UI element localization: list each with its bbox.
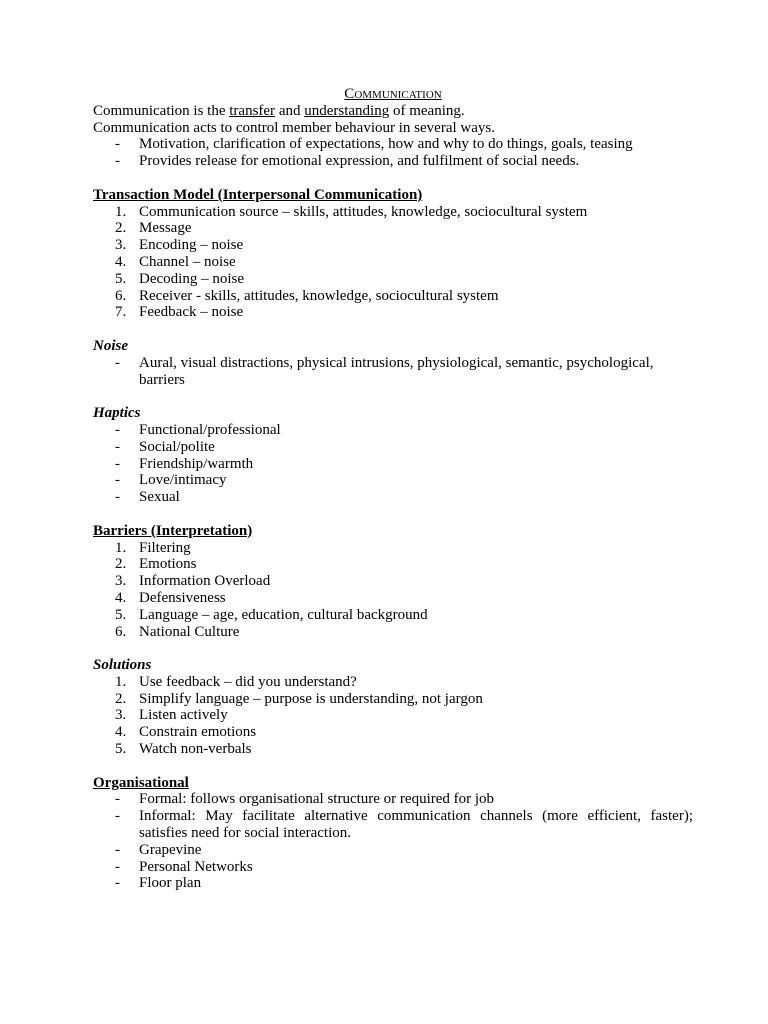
list-item	[93, 573, 693, 590]
list-number: 5.	[115, 741, 127, 758]
list-item	[93, 842, 693, 859]
list-item-text: Motivation, clarification of expectations, how and why to do things, goals, teasing	[139, 136, 633, 153]
list-item-text: Decoding – noise	[139, 270, 244, 287]
list-item-text: Personal Networks	[139, 858, 253, 875]
list-item-text: National Culture	[139, 623, 240, 640]
intro-line-1	[93, 103, 693, 120]
list-item-text: Receiver - skills, attitudes, knowledge, sociocultural system	[139, 287, 499, 304]
list-number: 1.	[115, 203, 127, 220]
list-item-text: Sexual	[139, 489, 180, 506]
bullet-dash: -	[115, 438, 120, 455]
list-item-text: Information Overload	[139, 573, 271, 590]
list-number: 4.	[115, 253, 127, 270]
list-item-text: Love/intimacy	[139, 472, 227, 489]
list-item	[93, 859, 693, 876]
intro-text: Communication is the	[93, 102, 230, 119]
list-item-text: Constrain emotions	[139, 724, 257, 741]
list-number: 2.	[115, 690, 127, 707]
list-item-text: Feedback – noise	[139, 304, 244, 321]
list-item-text: Floor plan	[139, 875, 202, 892]
title-initial: C	[344, 86, 355, 102]
bullet-dash: -	[115, 841, 120, 858]
list-item-text: Listen actively	[139, 707, 228, 724]
list-item	[93, 724, 693, 741]
list-item	[93, 456, 693, 473]
list-number: 5.	[115, 270, 127, 287]
list-item	[93, 254, 693, 271]
list-item-text: Watch non-verbals	[139, 741, 252, 758]
list-number: 3.	[115, 573, 127, 590]
list-item-text: Communication source – skills, attitudes, knowledge, sociocultural system	[139, 203, 588, 220]
list-item-text: Defensiveness	[139, 589, 226, 606]
intro-understanding: understanding	[304, 102, 390, 119]
list-number: 4.	[115, 589, 127, 606]
bullet-dash: -	[115, 489, 120, 506]
section-heading-transaction: Transaction Model (Interpersonal Communication)	[93, 186, 423, 203]
list-number: 6.	[115, 287, 127, 304]
list-item	[93, 624, 693, 641]
list-item-text: Informal: May facilitate alternative communication channels (more efficient, faster); satisfies need for social interaction.	[139, 808, 693, 842]
list-number: 2.	[115, 556, 127, 573]
list-item	[93, 136, 693, 153]
intro-text: and	[275, 102, 305, 119]
list-number: 1.	[115, 673, 127, 690]
list-item	[93, 422, 693, 439]
list-item	[93, 674, 693, 691]
list-item	[93, 489, 693, 506]
list-item-text: Message	[139, 220, 192, 237]
bullet-dash: -	[115, 858, 120, 875]
list-item	[93, 271, 693, 288]
list-item	[93, 237, 693, 254]
intro-line-2: Communication acts to control member behaviour in several ways.	[93, 119, 495, 136]
list-item-text: Functional/professional	[139, 421, 281, 438]
list-item-text: Grapevine	[139, 841, 202, 858]
list-item-text: Emotions	[139, 556, 197, 573]
list-item	[93, 288, 693, 305]
bullet-dash: -	[115, 421, 120, 438]
list-item	[93, 220, 693, 237]
list-item	[93, 355, 693, 389]
list-number: 2.	[115, 220, 127, 237]
list-item-text: Formal: follows organisational structure or required for job	[139, 791, 495, 808]
bullet-dash: -	[115, 455, 120, 472]
list-number: 1.	[115, 539, 127, 556]
bullet-dash: -	[115, 791, 120, 808]
bullet-dash: -	[115, 875, 120, 892]
list-item-text: Provides release for emotional expression, and fulfilment of social needs.	[139, 153, 580, 170]
list-item	[93, 439, 693, 456]
document-page	[93, 86, 693, 892]
intro-text: of meaning.	[389, 102, 465, 119]
list-number: 4.	[115, 724, 127, 741]
list-item-text: Language – age, education, cultural background	[139, 606, 428, 623]
list-item-text: Simplify language – purpose is understanding, not jargon	[139, 690, 483, 707]
section-heading-haptics: Haptics	[93, 405, 141, 422]
list-item	[93, 204, 693, 221]
list-item-text: Aural, visual distractions, physical intrusions, physiological, semantic, psychological, barriers	[139, 354, 654, 388]
bullet-dash: -	[115, 808, 120, 825]
list-number: 3.	[115, 237, 127, 254]
list-item	[93, 741, 693, 758]
list-item	[93, 540, 693, 557]
title-rest: OMMUNICATION	[354, 89, 442, 101]
section-heading-barriers: Barriers (Interpretation)	[93, 522, 253, 539]
list-item-text: Friendship/warmth	[139, 455, 254, 472]
section-heading-solutions: Solutions	[93, 657, 152, 674]
section-heading-noise: Noise	[93, 337, 128, 354]
list-item	[93, 875, 693, 892]
list-item	[93, 808, 693, 842]
intro-transfer: transfer	[229, 102, 276, 119]
list-number: 3.	[115, 707, 127, 724]
list-number: 7.	[115, 304, 127, 321]
list-item	[93, 153, 693, 170]
list-item	[93, 590, 693, 607]
list-item-text: Filtering	[139, 539, 191, 556]
list-number: 6.	[115, 623, 127, 640]
section-heading-organisational: Organisational	[93, 774, 189, 791]
list-item	[93, 472, 693, 489]
list-item	[93, 691, 693, 708]
bullet-dash: -	[115, 153, 120, 170]
list-item	[93, 791, 693, 808]
list-item	[93, 707, 693, 724]
list-item	[93, 556, 693, 573]
bullet-dash: -	[115, 472, 120, 489]
list-item-text: Social/polite	[139, 438, 215, 455]
bullet-dash: -	[115, 354, 120, 371]
list-item-text: Encoding – noise	[139, 237, 244, 254]
list-item-text: Use feedback – did you understand?	[139, 673, 357, 690]
list-number: 5.	[115, 606, 127, 623]
list-item-text: Channel – noise	[139, 253, 236, 270]
list-item	[93, 607, 693, 624]
bullet-dash: -	[115, 136, 120, 153]
page-title	[93, 86, 693, 103]
list-item	[93, 304, 693, 321]
